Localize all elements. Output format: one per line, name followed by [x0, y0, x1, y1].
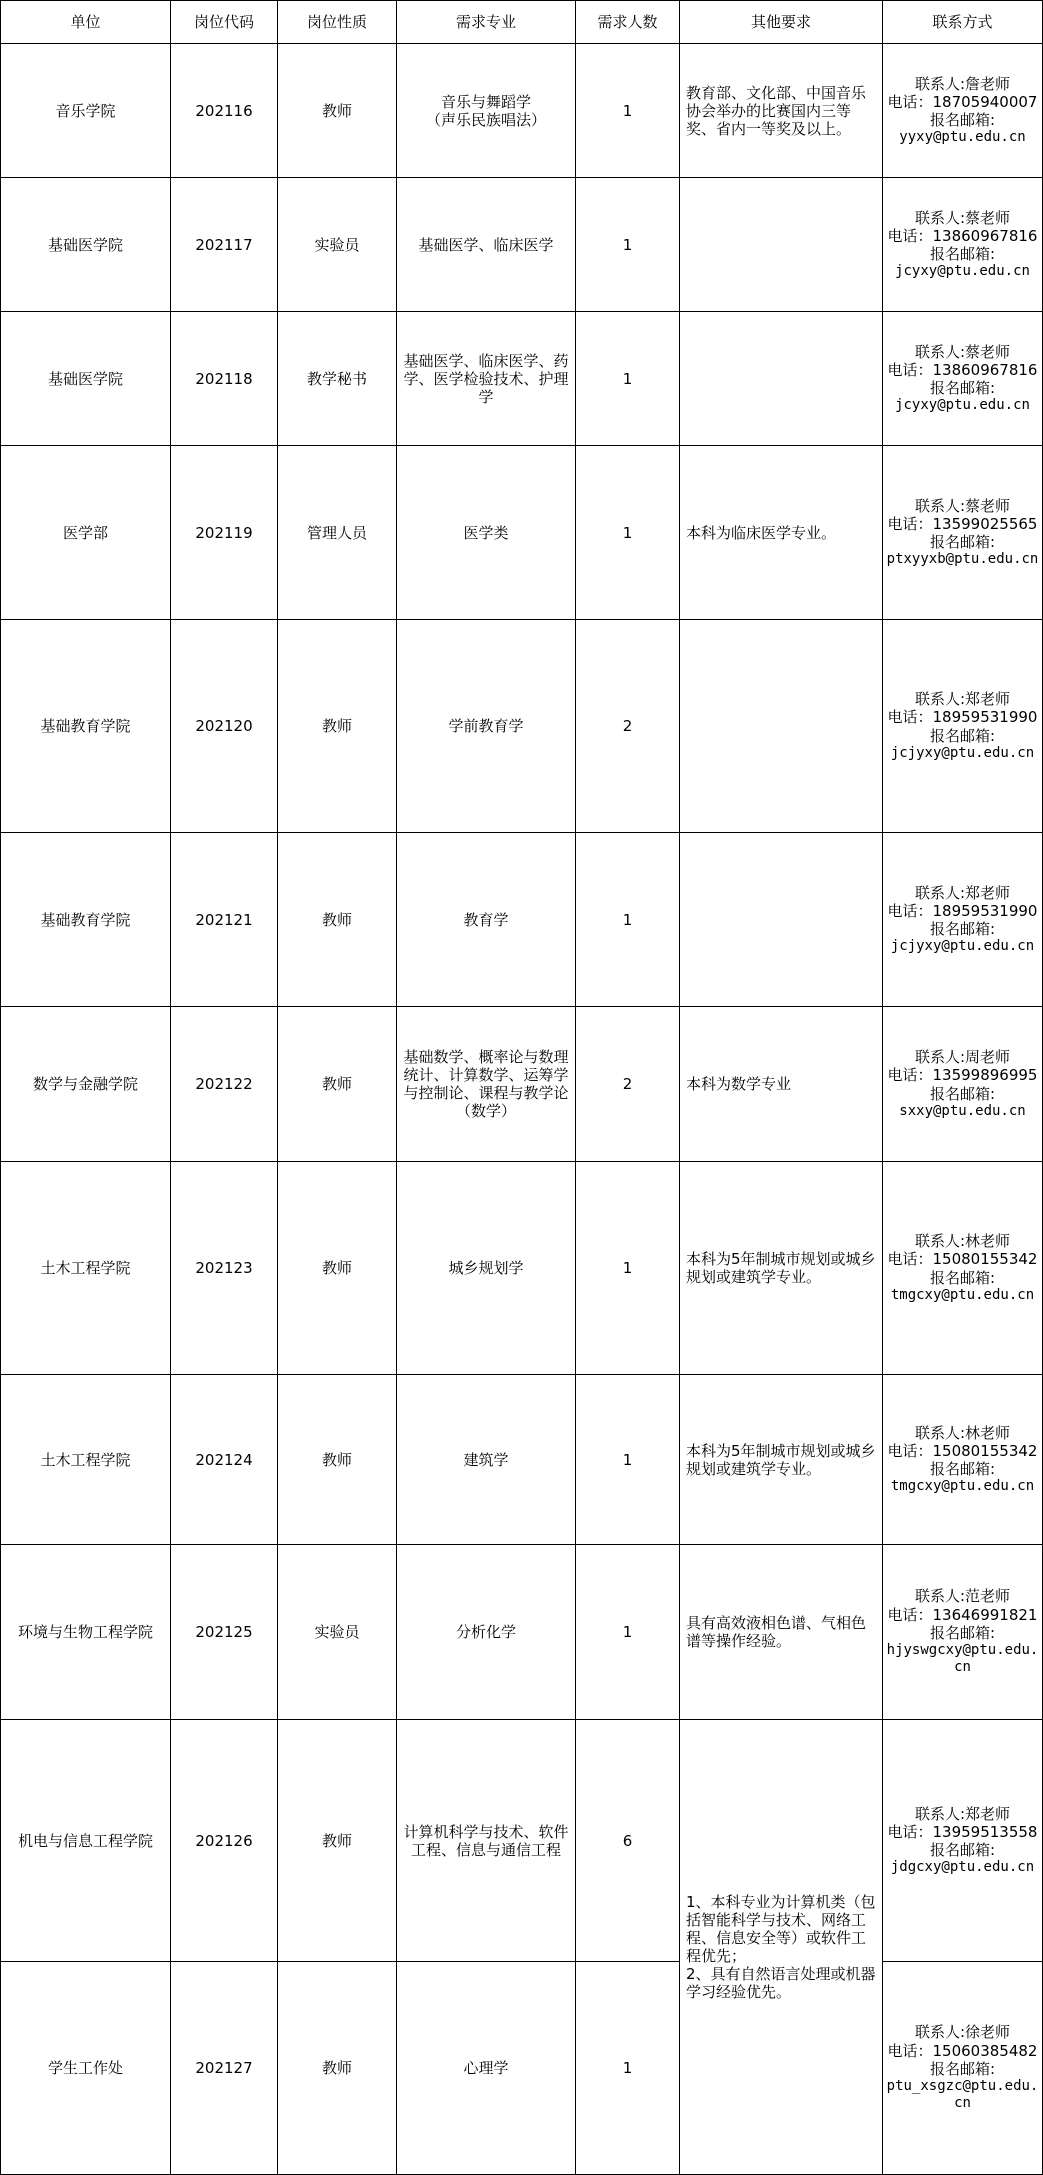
unit-cell: 基础教育学院 [1, 833, 171, 1007]
unit-cell: 环境与生物工程学院 [1, 1545, 171, 1720]
code-cell: 202121 [171, 833, 278, 1007]
major-cell [397, 446, 576, 620]
count-cell: 1 [576, 312, 680, 446]
contact-cell [883, 312, 1043, 446]
contact-email-label: 报名邮箱: [929, 1460, 996, 1479]
text-line: 医学类 [463, 523, 509, 542]
text-line: 1、本科专业为计算机类（包括智能科学与技术、网络工程、信息安全等）或软件工程优先； [686, 1893, 876, 1965]
contact-phone: 电话：18959531990 [887, 708, 1038, 727]
contact-email-label: 报名邮箱: [929, 111, 996, 130]
header-requirement: 其他要求 [680, 1, 883, 44]
count-cell: 2 [576, 1007, 680, 1162]
text-line: 城乡规划学 [448, 1259, 524, 1277]
table-row [1, 1162, 1043, 1375]
count-cell: 2 [576, 620, 680, 833]
major-cell [397, 312, 576, 446]
count-cell: 1 [576, 44, 680, 178]
contact-cell [883, 1962, 1043, 2175]
contact-person: 联系人:蔡老师 [914, 342, 1011, 361]
count-cell: 1 [576, 1162, 680, 1375]
contact-person: 联系人:郑老师 [914, 1804, 1011, 1823]
contact-email: jcjyxy@ptu.edu.cn [890, 938, 1035, 955]
requirement-cell: 本科为5年制城市规划或城乡规划或建筑学专业。 [680, 1375, 883, 1545]
contact-phone: 电话：13599025565 [887, 514, 1038, 533]
contact-phone: 电话：13646991821 [887, 1605, 1038, 1624]
type-cell: 教师 [278, 833, 397, 1007]
unit-cell: 数学与金融学院 [1, 1007, 171, 1162]
major-cell [397, 178, 576, 312]
contact-email-label: 报名邮箱: [929, 1841, 996, 1860]
count-cell: 1 [576, 446, 680, 620]
unit-cell: 机电与信息工程学院 [1, 1720, 171, 1962]
header-contact: 联系方式 [883, 1, 1043, 44]
text-line: 基础医学、临床医学、药学、医学检验技术、护理学 [403, 351, 569, 406]
text-line: 学前教育学 [448, 717, 524, 735]
major-cell [397, 1375, 576, 1545]
text-line: 计算机科学与技术、软件工程、信息与通信工程 [403, 1822, 569, 1859]
major-cell [397, 1007, 576, 1162]
table-row [1, 44, 1043, 178]
table-row [1, 1545, 1043, 1720]
contact-cell [883, 1375, 1043, 1545]
contact-email: hjyswgcxy@ptu.edu.cn [886, 1642, 1039, 1676]
table-row [1, 178, 1043, 312]
contact-email: tmgcxy@ptu.edu.cn [890, 1286, 1035, 1303]
count-cell: 1 [576, 1545, 680, 1720]
contact-person: 联系人:林老师 [914, 1232, 1011, 1251]
requirement-cell [680, 620, 883, 833]
type-cell: 教师 [278, 1720, 397, 1962]
contact-person: 联系人:徐老师 [914, 2023, 1011, 2042]
code-cell: 202118 [171, 312, 278, 446]
unit-cell: 基础医学院 [1, 178, 171, 312]
contact-email: sxxy@ptu.edu.cn [899, 1102, 1026, 1119]
requirement-cell: 教育部、文化部、中国音乐协会举办的比赛国内三等奖、省内一等奖及以上。 [680, 44, 883, 178]
contact-cell [883, 446, 1043, 620]
contact-email-label: 报名邮箱: [929, 920, 996, 939]
contact-email-label: 报名邮箱: [929, 379, 996, 398]
contact-email-label: 报名邮箱: [929, 1268, 996, 1287]
text-line: 教育学 [463, 910, 509, 929]
contact-phone: 电话：15060385482 [887, 2041, 1038, 2060]
unit-cell: 学生工作处 [1, 1962, 171, 2175]
requirement-cell [680, 312, 883, 446]
contact-person: 联系人:蔡老师 [914, 208, 1011, 227]
contact-cell [883, 1720, 1043, 1962]
contact-phone: 电话：15080155342 [887, 1441, 1038, 1460]
contact-email: ptu_xsgzc@ptu.edu.cn [886, 2078, 1039, 2112]
contact-email-label: 报名邮箱: [929, 1084, 996, 1103]
contact-cell [883, 833, 1043, 1007]
count-cell: 1 [576, 1375, 680, 1545]
contact-phone: 电话：13860967816 [887, 226, 1038, 245]
contact-email: jcjyxy@ptu.edu.cn [890, 744, 1035, 761]
unit-cell: 基础医学院 [1, 312, 171, 446]
type-cell: 教学秘书 [278, 312, 397, 446]
text-line: 2、具有自然语言处理或机器学习经验优先。 [686, 1965, 876, 2001]
count-cell: 1 [576, 1962, 680, 2175]
table-row [1, 833, 1043, 1007]
table-row [1, 1720, 1043, 1962]
contact-phone: 电话：15080155342 [887, 1250, 1038, 1269]
header-row [1, 1, 1043, 44]
contact-cell [883, 620, 1043, 833]
major-cell [397, 1162, 576, 1375]
contact-person: 联系人:郑老师 [914, 883, 1011, 902]
unit-cell: 医学部 [1, 446, 171, 620]
requirement-cell-merged [680, 1720, 883, 2175]
major-cell [397, 44, 576, 178]
type-cell: 教师 [278, 44, 397, 178]
text-line: 基础医学、临床医学 [418, 235, 554, 254]
contact-phone: 电话：13860967816 [887, 360, 1038, 379]
contact-cell [883, 44, 1043, 178]
contact-cell [883, 1162, 1043, 1375]
type-cell: 教师 [278, 1162, 397, 1375]
contact-phone: 电话：13599896995 [887, 1066, 1038, 1085]
unit-cell: 土木工程学院 [1, 1375, 171, 1545]
type-cell: 教师 [278, 620, 397, 833]
contact-phone: 电话：13959513558 [887, 1822, 1038, 1841]
requirement-cell [680, 178, 883, 312]
contact-person: 联系人:郑老师 [914, 690, 1011, 709]
contact-email-label: 报名邮箱: [929, 533, 996, 552]
unit-cell: 基础教育学院 [1, 620, 171, 833]
contact-email: ptxyyxb@ptu.edu.cn [886, 551, 1039, 568]
contact-person: 联系人:詹老师 [914, 74, 1011, 93]
requirement-cell: 具有高效液相色谱、气相色谱等操作经验。 [680, 1545, 883, 1720]
type-cell: 教师 [278, 1007, 397, 1162]
table-row [1, 1375, 1043, 1545]
header-major: 需求专业 [397, 1, 576, 44]
contact-cell [883, 1545, 1043, 1720]
header-code: 岗位代码 [171, 1, 278, 44]
table-row [1, 1962, 1043, 2175]
count-cell: 6 [576, 1720, 680, 1962]
count-cell: 1 [576, 833, 680, 1007]
requirement-cell: 本科为数学专业 [680, 1007, 883, 1162]
text-line: 建筑学 [463, 1450, 509, 1469]
contact-email: jcyxy@ptu.edu.cn [895, 397, 1030, 414]
type-cell: 实验员 [278, 1545, 397, 1720]
major-cell [397, 620, 576, 833]
contact-person: 联系人:林老师 [914, 1423, 1011, 1442]
text-line: 基础数学、概率论与数理统计、计算数学、运筹学与控制论、课程与教学论（数学） [403, 1048, 569, 1120]
contact-cell [883, 178, 1043, 312]
text-line: （声乐民族唱法） [425, 110, 546, 129]
contact-email: yyxy@ptu.edu.cn [899, 129, 1026, 146]
code-cell: 202127 [171, 1962, 278, 2175]
header-unit: 单位 [1, 1, 171, 44]
major-cell [397, 1962, 576, 2175]
text-line: 心理学 [463, 2059, 509, 2077]
text-line: 音乐与舞蹈学 [440, 92, 531, 111]
table-row [1, 312, 1043, 446]
code-cell: 202125 [171, 1545, 278, 1720]
header-type: 岗位性质 [278, 1, 397, 44]
contact-cell [883, 1007, 1043, 1162]
contact-email: jcyxy@ptu.edu.cn [895, 263, 1030, 280]
contact-email-label: 报名邮箱: [929, 245, 996, 264]
contact-email: tmgcxy@ptu.edu.cn [890, 1478, 1035, 1495]
contact-email: jdgcxy@ptu.edu.cn [890, 1859, 1035, 1876]
contact-email-label: 报名邮箱: [929, 1624, 996, 1643]
table-row [1, 1007, 1043, 1162]
text-line: 分析化学 [455, 1623, 516, 1641]
code-cell: 202126 [171, 1720, 278, 1962]
major-cell [397, 833, 576, 1007]
contact-person: 联系人:周老师 [914, 1048, 1011, 1067]
table-row [1, 446, 1043, 620]
type-cell: 管理人员 [278, 446, 397, 620]
type-cell: 实验员 [278, 178, 397, 312]
code-cell: 202116 [171, 44, 278, 178]
count-cell: 1 [576, 178, 680, 312]
contact-phone: 电话：18705940007 [887, 92, 1038, 111]
unit-cell: 音乐学院 [1, 44, 171, 178]
requirement-cell: 本科为5年制城市规划或城乡规划或建筑学专业。 [680, 1162, 883, 1375]
header-count: 需求人数 [576, 1, 680, 44]
code-cell: 202119 [171, 446, 278, 620]
contact-email-label: 报名邮箱: [929, 726, 996, 745]
contact-person: 联系人:蔡老师 [914, 496, 1011, 515]
table-row [1, 620, 1043, 833]
major-cell [397, 1720, 576, 1962]
contact-person: 联系人:范老师 [914, 1587, 1011, 1606]
requirement-cell: 本科为临床医学专业。 [680, 446, 883, 620]
contact-email-label: 报名邮箱: [929, 2060, 996, 2079]
code-cell: 202124 [171, 1375, 278, 1545]
major-cell [397, 1545, 576, 1720]
type-cell: 教师 [278, 1375, 397, 1545]
code-cell: 202120 [171, 620, 278, 833]
contact-phone: 电话：18959531990 [887, 901, 1038, 920]
unit-cell: 土木工程学院 [1, 1162, 171, 1375]
type-cell: 教师 [278, 1962, 397, 2175]
code-cell: 202122 [171, 1007, 278, 1162]
requirement-cell [680, 833, 883, 1007]
code-cell: 202123 [171, 1162, 278, 1375]
code-cell: 202117 [171, 178, 278, 312]
